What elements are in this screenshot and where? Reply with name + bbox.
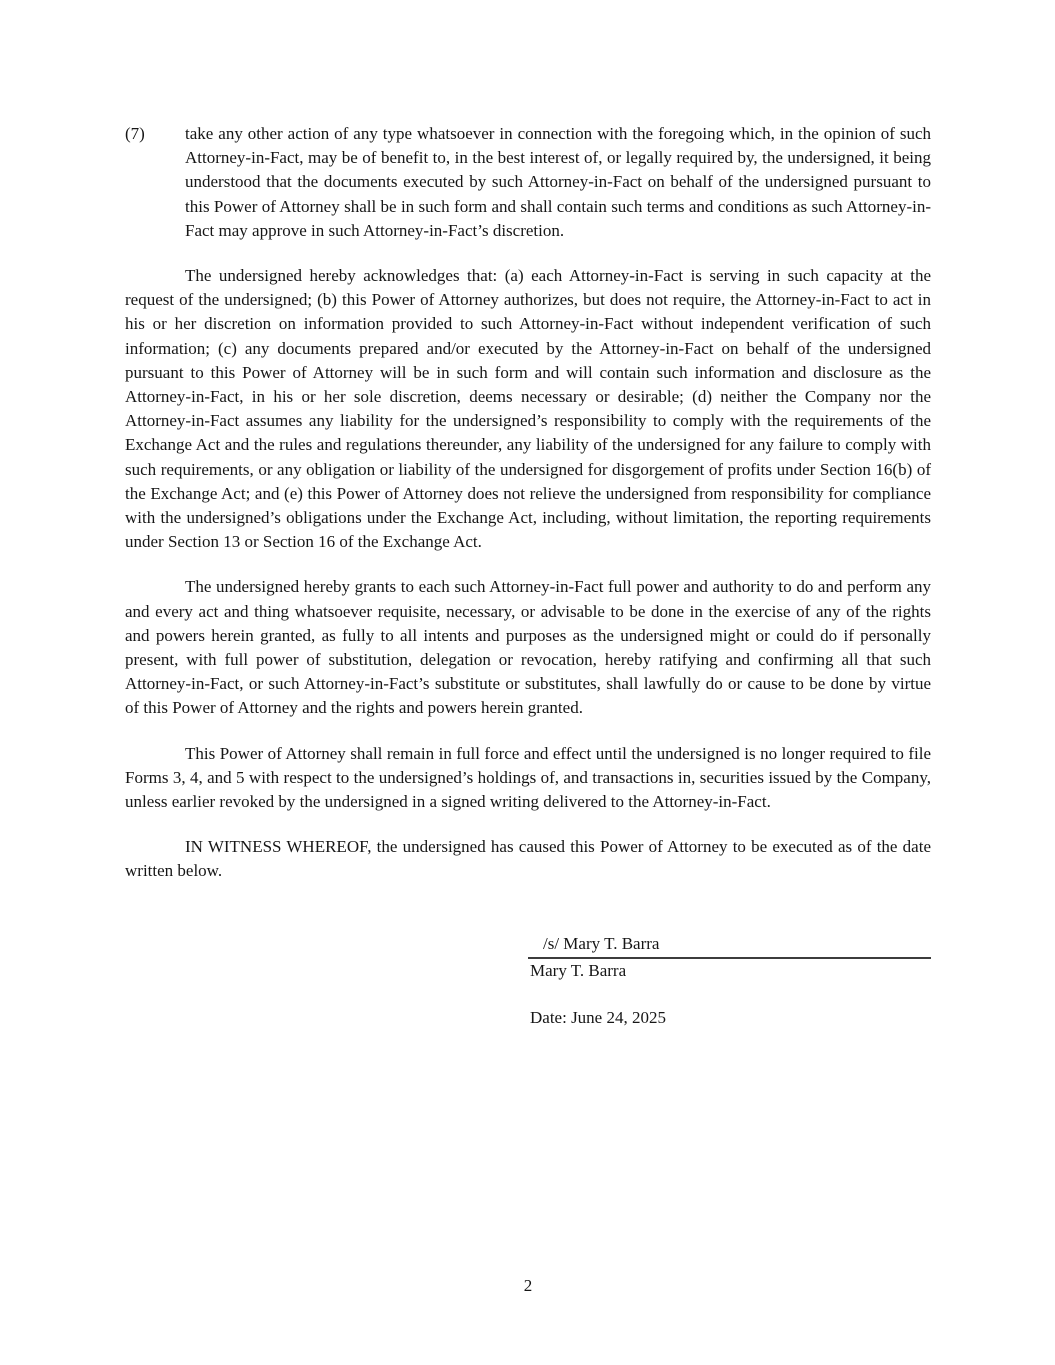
signature-date: Date: June 24, 2025 [530, 1008, 666, 1028]
signature-block [528, 932, 931, 1031]
document-body [125, 122, 931, 1030]
paragraph-grant-of-power: The undersigned hereby grants to each such Attorney-in-Fact full power and authority to do and perform any and every act and thing whatsoever requisite, necessary, or advisable to be done in the exercise of any of the rights and powers herein granted, as fully to all intents and purposes as the undersigned might or could do if personally present, with full power of substitution, delegation or revocation, hereby ratifying and confirming all that such Attorney-in-Fact, or such Attorney-in-Fact’s substitute or substitutes, shall lawfully do or cause to be done by virtue of this Power of Attorney and the rights and powers herein granted. [125, 577, 931, 718]
paragraph-acknowledgement: The undersigned hereby acknowledges that: (a) each Attorney-in-Fact is serving in such capacity at the request of the undersigned; (b) this Power of Attorney authorizes, but does not require, the Attorney-in-Fact to act in his or her discretion on information provided to such Attorney-in-Fact without independent verification of such information; (c) any documents prepared and/or executed by the Attorney-in-Fact on behalf of the undersigned pursuant to this Power of Attorney will be in such form and will contain such information and disclosure as the Attorney-in-Fact, in his or her sole discretion, deems necessary or desirable; (d) neither the Company nor the Attorney-in-Fact assumes any liability for the undersigned’s responsibility to comply with the requirements of the Exchange Act and the rules and regulations thereunder, any liability of the undersigned for any failure to comply with such requirements, or any obligation or liability of the undersigned for disgorgement of profits under Section 16(b) of the Exchange Act; and (e) this Power of Attorney does not relieve the undersigned from responsibility for compliance with the undersigned’s obligations under the Exchange Act, including, without limitation, the reporting requirements under Section 13 or Section 16 of the Exchange Act. [125, 266, 931, 552]
signature-text: /s/ Mary T. Barra [543, 933, 660, 953]
list-item-7-text: take any other action of any type whatsoever in connection with the foregoing which, in the opinion of such Attorney-in-Fact, may be of benefit to, in the best interest of, or legally required by, the undersigned, it being understood that the documents executed by such Attorney-in-Fact on behalf of the undersigned pursuant to this Power of Attorney shall be in such form and shall contain such terms and conditions as such Attorney-in-Fact may approve in such Attorney-in-Fact’s discretion. [185, 124, 931, 240]
list-item-7-marker: (7) [125, 124, 145, 143]
list-item-7 [125, 122, 931, 243]
signer-printed-name: Mary T. Barra [530, 960, 627, 980]
paragraph-duration: This Power of Attorney shall remain in full force and effect until the undersigned is no longer required to file Forms 3, 4, and 5 with respect to the undersigned’s holdings of, and transactions in, securities issued by the Company, unless earlier revoked by the undersigned in a signed writing delivered to the Attorney-in-Fact. [125, 743, 931, 812]
signature-line [528, 932, 931, 959]
page-number: 2 [523, 1276, 533, 1295]
paragraph-in-witness-whereof: IN WITNESS WHEREOF, the undersigned has caused this Power of Attorney to be executed as of the date written below. [125, 837, 931, 881]
